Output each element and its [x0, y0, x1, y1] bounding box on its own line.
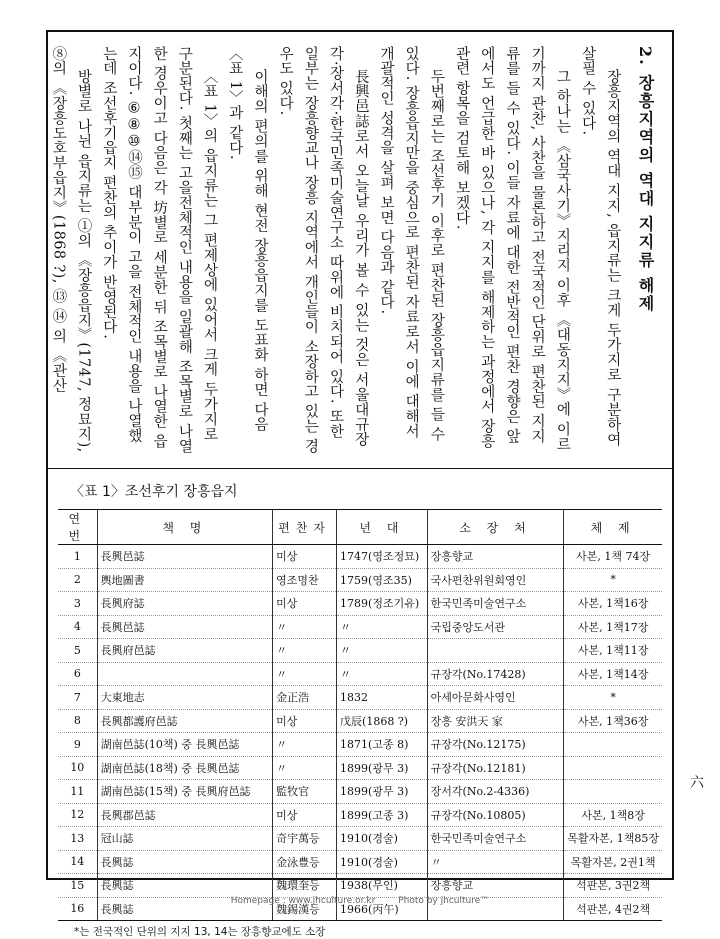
cell-no: 16	[58, 897, 97, 921]
cell-editor: 〃	[273, 756, 337, 780]
cell-format	[564, 780, 662, 804]
cell-format: 사본, 1책 74장	[564, 545, 662, 569]
cell-title: 湖南邑誌(15책) 중 長興府邑誌	[97, 780, 273, 804]
cell-editor: 奇宇萬등	[273, 827, 337, 851]
cell-editor: 金正浩	[273, 686, 337, 710]
cell-no: 6	[58, 662, 97, 686]
cell-editor: 미상	[273, 592, 337, 616]
table-row	[58, 709, 662, 733]
section-title: 2. 장흥지역의 역대 지지류 해제	[636, 46, 655, 313]
cell-format: 석판본, 3권2책	[564, 874, 662, 898]
cell-holder: 국사편찬위원회영인	[427, 568, 564, 592]
cell-editor: 魏環奎등	[273, 874, 337, 898]
cell-title: 輿地圖書	[97, 568, 273, 592]
cell-format: 목활자본, 2권1책	[564, 850, 662, 874]
cell-year: 1899(광무 3)	[337, 780, 428, 804]
cell-year: 〃	[337, 639, 428, 663]
cell-year: 1759(영조35)	[337, 568, 428, 592]
jangheung-eupji-table	[58, 509, 662, 921]
vertical-text-section	[48, 32, 672, 469]
header-editor: 편찬자	[273, 510, 337, 545]
cell-format	[564, 733, 662, 757]
footer-photo-credit: Photo by jhculture™	[398, 896, 490, 906]
cell-format: *	[564, 686, 662, 710]
cell-holder: 〃	[427, 850, 564, 874]
cell-format	[564, 756, 662, 780]
cell-format: *	[564, 568, 662, 592]
cell-format: 사본, 1책8장	[564, 803, 662, 827]
cell-holder: 규장각(No.12181)	[427, 756, 564, 780]
cell-holder: 규장각(No.10805)	[427, 803, 564, 827]
table-row	[58, 756, 662, 780]
cell-holder: 한국민족미술연구소	[427, 592, 564, 616]
table-row	[58, 733, 662, 757]
cell-format: 사본, 1책14장	[564, 662, 662, 686]
cell-editor: 영조명찬	[273, 568, 337, 592]
cell-title: 長興誌	[97, 897, 273, 921]
cell-title: 長興誌	[97, 850, 273, 874]
header-year: 년 대	[337, 510, 428, 545]
cell-format: 석판본, 4권2책	[564, 897, 662, 921]
paragraph-5: 이해의 편의를 위해 현전 장흥읍지를 도표화 하면 다음〈표 1〉과 같다.	[226, 46, 268, 433]
cell-holder: 국립중앙도서관	[427, 615, 564, 639]
cell-holder: 장흥향교	[427, 545, 564, 569]
cell-year: 1966(丙午)	[337, 897, 428, 921]
cell-editor: 미상	[273, 709, 337, 733]
cell-year: 1789(정조기유)	[337, 592, 428, 616]
vertical-text-body	[50, 46, 658, 456]
cell-year: 1910(경술)	[337, 827, 428, 851]
table-row	[58, 803, 662, 827]
cell-title: 長興都護府邑誌	[97, 709, 273, 733]
cell-year: 1910(경술)	[337, 850, 428, 874]
cell-year: 1832	[337, 686, 428, 710]
cell-title	[97, 662, 273, 686]
cell-no: 11	[58, 780, 97, 804]
cell-no: 5	[58, 639, 97, 663]
cell-no: 7	[58, 686, 97, 710]
cell-title: 湖南邑誌(10책) 중 長興邑誌	[97, 733, 273, 757]
table-footnote: *는 전국적인 단위의 지지 13, 14는 장흥향교에도 소장	[74, 926, 326, 938]
paragraph-6: 〈표 1〉의 읍지류는 그 편제상에 있어서 크게 두가지로 구분된다. 첫째는 고을전체적인 내용을 일괄해 조목별로 나열한 경우이고 다음은 각 坊별로 세분한 뒤 조목별로 나열한 읍지이다. ⑥⑧⑩⑭⑮ 대부분이 고을 전체적인 내용을 나열했는데 조선후기읍지 편찬의 추이가 반영된다.	[100, 46, 218, 454]
cell-title: 大東地志	[97, 686, 273, 710]
table-row	[58, 639, 662, 663]
cell-holder: 장서각(No.2-4336)	[427, 780, 564, 804]
cell-title: 長興誌	[97, 874, 273, 898]
cell-no: 8	[58, 709, 97, 733]
header-title: 책 명	[97, 510, 273, 545]
table-row	[58, 874, 662, 898]
header-no: 연번	[58, 510, 97, 545]
cell-no: 1	[58, 545, 97, 569]
cell-editor: 미상	[273, 545, 337, 569]
cell-year: 1938(무인)	[337, 874, 428, 898]
table-row	[58, 827, 662, 851]
cell-title: 長興府邑誌	[97, 639, 273, 663]
cell-no: 9	[58, 733, 97, 757]
cell-year: 〃	[337, 615, 428, 639]
table-row	[58, 615, 662, 639]
cell-title: 長興府誌	[97, 592, 273, 616]
cell-format: 사본, 1책16장	[564, 592, 662, 616]
cell-editor: 〃	[273, 662, 337, 686]
table-row	[58, 568, 662, 592]
cell-holder: 규장각(No.12175)	[427, 733, 564, 757]
paragraph-2: 그 하나는 《삼국사기》지리지 이후 《대동지지》에 이르기까지 관찬, 사찬을 물론하고 전국적인 단위로 편찬된 지지류를 들 수 있다. 이들 자료에 대한 전반적인 편찬 경향은 앞에서도 언급한 바 있으나, 각 지지를 해제하는 과정에서 장흥관련 항목을 검토해 보겠다.	[453, 46, 571, 452]
cell-no: 4	[58, 615, 97, 639]
cell-year: 1899(고종 3)	[337, 803, 428, 827]
table-row	[58, 780, 662, 804]
cell-editor: 〃	[273, 639, 337, 663]
cell-format: 사본, 1책36장	[564, 709, 662, 733]
paragraph-1: 장흥지역의 역대 지지, 읍지류는 크게 두가지로 구분하여 살필 수 있다.	[579, 46, 621, 447]
cell-format: 목활자본, 1책85장	[564, 827, 662, 851]
cell-year: 1871(고종 8)	[337, 733, 428, 757]
cell-holder	[427, 639, 564, 663]
cell-title: 長興邑誌	[97, 615, 273, 639]
cell-editor: 監牧官	[273, 780, 337, 804]
table-row	[58, 592, 662, 616]
page-number: 六	[690, 775, 704, 791]
cell-year: 〃	[337, 662, 428, 686]
cell-year: 1899(광무 3)	[337, 756, 428, 780]
cell-editor: 〃	[273, 615, 337, 639]
table-section	[48, 469, 672, 939]
table-body	[58, 545, 662, 921]
table-header-row	[58, 510, 662, 545]
table-row	[58, 662, 662, 686]
cell-no: 15	[58, 874, 97, 898]
cell-no: 13	[58, 827, 97, 851]
table-row	[58, 850, 662, 874]
table-row	[58, 686, 662, 710]
cell-title: 長興郡邑誌	[97, 803, 273, 827]
cell-holder: 규장각(No.17428)	[427, 662, 564, 686]
paragraph-7: 방별로 나뉜 읍지류는 ①의 《장흥읍지》(1747, 정묘지), ⑧의 《장흥도호부읍지》(1868 ?), ⑬ ⑭ 의 《관산	[50, 46, 92, 453]
cell-editor: 魏錫漢등	[273, 897, 337, 921]
cell-editor: 金泳豊등	[273, 850, 337, 874]
table-caption: 〈표 1〉조선후기 장흥읍지	[70, 484, 238, 500]
header-format: 체 제	[564, 510, 662, 545]
cell-no: 12	[58, 803, 97, 827]
cell-no: 14	[58, 850, 97, 874]
cell-title: 冠山誌	[97, 827, 273, 851]
table-row	[58, 545, 662, 569]
cell-editor: 〃	[273, 733, 337, 757]
cell-year: 戊辰(1868 ?)	[337, 709, 428, 733]
header-holder: 소 장 처	[427, 510, 564, 545]
site-footer	[0, 896, 720, 906]
cell-format: 사본, 1책17장	[564, 615, 662, 639]
cell-year: 1747(영조정묘)	[337, 545, 428, 569]
cell-editor: 미상	[273, 803, 337, 827]
paragraph-3: 두번째로는 조선후기 이후로 편찬된 장흥읍지류를 들 수 있다. 장흥읍지만을 중심으로 편찬된 자료로서 이에 대해서 개괄적인 성격을 살펴 보면 다음과 같다.	[377, 46, 445, 442]
cell-no: 3	[58, 592, 97, 616]
cell-holder: 장흥 安洪天 家	[427, 709, 564, 733]
footer-homepage: Homepage : www.jhculture.or.kr	[230, 896, 376, 906]
cell-no: 2	[58, 568, 97, 592]
cell-title: 長興邑誌	[97, 545, 273, 569]
cell-holder: 아세아문화사영인	[427, 686, 564, 710]
cell-no: 10	[58, 756, 97, 780]
paragraph-4: 長興邑誌로서 오늘날 우리가 볼 수 있는 것은 서울대규장각·장서각·한국민족미술연구소 따위에 비치되어 있다. 또한 일부는 장흥향교나 장흥 지역에서 개인들이 소장하고 있는 경우도 있다.	[277, 46, 369, 454]
cell-holder: 한국민족미술연구소	[427, 827, 564, 851]
cell-format: 사본, 1책11장	[564, 639, 662, 663]
cell-holder: 장흥향교	[427, 874, 564, 898]
cell-title: 湖南邑誌(18책) 중 長興邑誌	[97, 756, 273, 780]
